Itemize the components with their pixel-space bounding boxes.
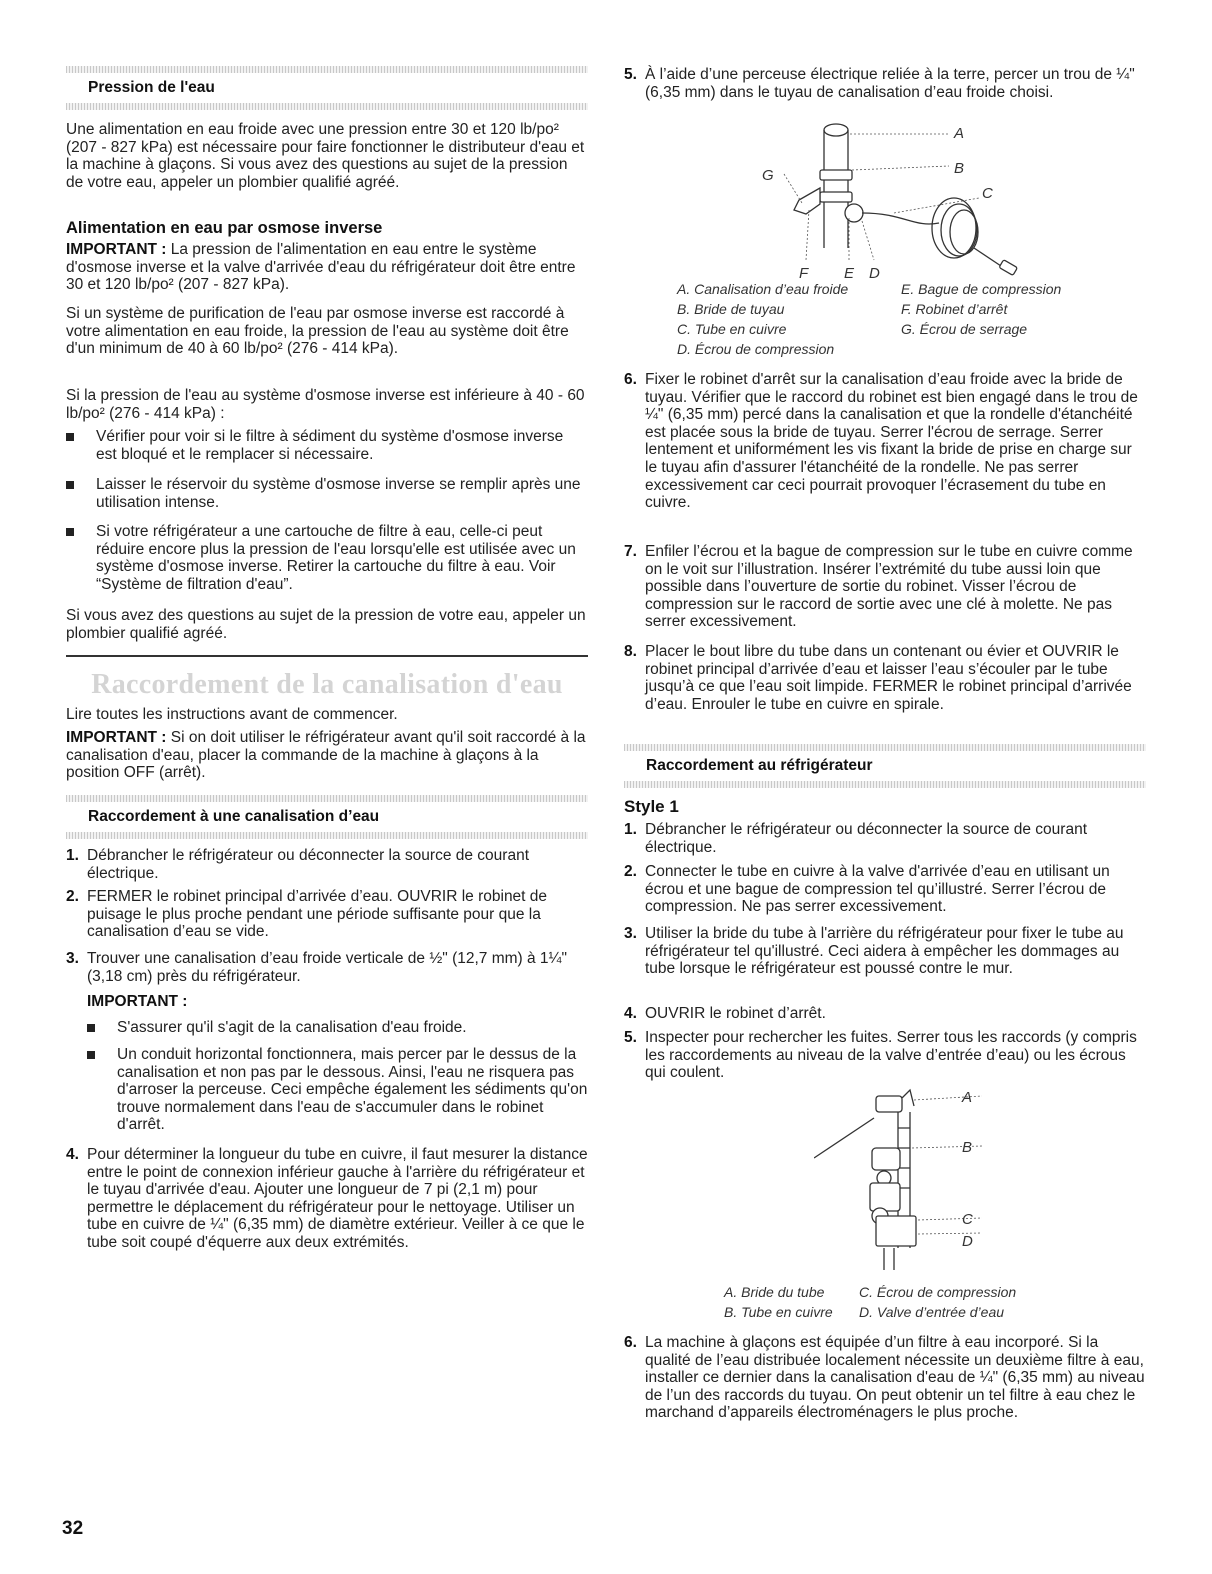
- paragraph-osmosis-2: Si un système de purification de l'eau par osmose inverse est raccordé à votre alimentation en eau froide, la pression de l'eau au système doit être d'un minimum de 40 à 60 lb/po² (276 - 414 kPa).: [66, 305, 569, 358]
- list-item: [624, 863, 1146, 916]
- callout-letter: E: [844, 265, 855, 278]
- step-text: Trouver une canalisation d’eau froide verticale de ½" (12,7 mm) à 1¼" (3,18 cm) près du réfrigérateur.: [87, 950, 567, 985]
- step-number: 6.: [624, 1334, 637, 1351]
- list-item: [624, 1334, 1146, 1422]
- figure-caption-left: [724, 1282, 854, 1322]
- bullet-square: [66, 433, 74, 441]
- figure-caption-right: [859, 1282, 1099, 1322]
- water-inlet-valve-illustration: [814, 1088, 994, 1270]
- step-number: 8.: [624, 643, 637, 660]
- important-text: La pression de l'alimentation en eau entre le système d'osmose inverse et la valve d'arrivée d'eau du réfrigérateur doit être entre 30 et 120 lb/po² (207 - 827 kPa).: [66, 241, 576, 294]
- header-band: [66, 66, 588, 73]
- section-title: Raccordement de la canalisation d'eau: [91, 669, 563, 700]
- paragraph-important-2: [66, 729, 588, 782]
- bullet-text: S'assurer qu'il s'agit de la canalisation d'eau froide.: [117, 1019, 467, 1036]
- caption-item: D. Écrou de compression: [677, 341, 835, 357]
- header-band: [624, 781, 1146, 788]
- section-rule: [66, 655, 588, 657]
- step-number: 2.: [624, 863, 637, 880]
- list-item: [66, 523, 588, 593]
- step-text: Connecter le tube en cuivre à la valve d'arrivée d’eau en utilisant un écrou et une bague de compression tel qu’illustré. Serrer l’écrou de compression. Ne pas serrer excessivement.: [645, 863, 1110, 916]
- list-item: [624, 543, 1146, 631]
- list-item: [66, 428, 588, 463]
- list-item: [87, 1046, 588, 1134]
- caption-item: B. Tube en cuivre: [724, 1304, 833, 1320]
- list-item: [66, 1146, 588, 1252]
- callout-letter: D: [869, 265, 880, 278]
- important-text: Si on doit utiliser le réfrigérateur avant qu'il soit raccordé à la canalisation d'eau, placer la commande de la machine à glaçons à la position OFF (arrêt).: [66, 729, 586, 782]
- style-label: Style 1: [624, 797, 679, 816]
- list-item: [66, 476, 588, 511]
- caption-item: D. Valve d’entrée d’eau: [859, 1304, 1005, 1320]
- list-item: [624, 1029, 1146, 1082]
- step-number: 3.: [66, 950, 79, 967]
- step-number: 5.: [624, 1029, 637, 1046]
- caption-item: A. Canalisation d’eau froide: [677, 281, 849, 297]
- step-text: Débrancher le réfrigérateur ou déconnecter la source de courant électrique.: [87, 847, 530, 882]
- section-header-fridge: [624, 744, 1146, 788]
- header-band: [66, 103, 588, 110]
- step-text: OUVRIR le robinet d’arrêt.: [645, 1005, 826, 1022]
- callout-letter: B: [954, 160, 965, 177]
- callout-letter: F: [799, 265, 809, 278]
- list-item: [624, 925, 1146, 978]
- callout-letter: A: [962, 1089, 973, 1106]
- important-label: IMPORTANT :: [66, 241, 167, 258]
- list-item: [66, 847, 588, 882]
- callout-letter: C: [982, 185, 993, 202]
- step-text: Placer le bout libre du tube dans un contenant ou évier et OUVRIR le robinet principal d’arrivée d’eau et laisser l’eau s’écouler par le tube jusqu’à ce que l’eau soit limpide. FERMER le robinet principal d’arrivée d’eau. Enrouler le tube en cuivre en spirale.: [645, 643, 1132, 713]
- paragraph-osmosis-important: [66, 241, 588, 294]
- list-item: [66, 888, 588, 941]
- step-number: 4.: [66, 1146, 79, 1163]
- list-item: [624, 643, 1146, 713]
- step-text: Débrancher le réfrigérateur ou déconnecter la source de courant électrique.: [645, 821, 1088, 856]
- header-band: [66, 832, 588, 839]
- caption-item: B. Bride de tuyau: [677, 301, 785, 317]
- step-number: 1.: [66, 847, 79, 864]
- bullet-text: Laisser le réservoir du système d'osmose inverse se remplir après une utilisation intense.: [96, 476, 581, 511]
- step-number: 4.: [624, 1005, 637, 1022]
- shutoff-valve-illustration: [754, 118, 1044, 278]
- step-text: FERMER le robinet principal d’arrivée d’eau. OUVRIR le robinet de puisage le plus proche pendant une période suffisante pour que la canalisation d’eau se vide.: [87, 888, 548, 941]
- caption-item: C. Tube en cuivre: [677, 321, 787, 337]
- step-number: 6.: [624, 371, 637, 388]
- page-number: 32: [62, 1518, 84, 1539]
- header-band: [624, 744, 1146, 751]
- step-text: Utiliser la bride du tube à l'arrière du réfrigérateur pour fixer le tube au réfrigérateur tel qu'illustré. Ceci aidera à empêcher les dommages au tube lorsque le réfrigérateur est poussé contre le mur.: [645, 925, 1124, 978]
- caption-item: F. Robinet d’arrêt: [901, 301, 1008, 317]
- important-label: IMPORTANT :: [66, 729, 167, 746]
- callout-letter: G: [762, 167, 774, 184]
- bullet-square: [87, 1024, 95, 1032]
- step-text: Inspecter pour rechercher les fuites. Serrer tous les raccords (y compris les raccordements au niveau de la valve d’entrée d’eau) ou les écrous qui coulent.: [645, 1029, 1137, 1082]
- step-number: 7.: [624, 543, 637, 560]
- paragraph-osmosis-4: Si vous avez des questions au sujet de la pression de votre eau, appeler un plombier qualifié agréé.: [66, 607, 586, 642]
- bullet-text: Si votre réfrigérateur a une cartouche de filtre à eau, celle-ci peut réduire encore plus la pression de l'eau lorsqu'elle est utilisée avec un système d'osmose inverse. Retirer la cartouche du filtre à eau. Voir “Système de filtration d'eau”.: [96, 523, 576, 593]
- section-header-connect: [66, 795, 588, 839]
- heading-osmosis: Alimentation en eau par osmose inverse: [66, 219, 383, 237]
- list-item: [87, 1019, 588, 1037]
- caption-item: G. Écrou de serrage: [901, 321, 1028, 337]
- heading-fridge: Raccordement au réfrigérateur: [646, 757, 873, 774]
- callout-letter: A: [954, 125, 965, 142]
- list-item: [624, 371, 1146, 512]
- caption-item: A. Bride du tube: [724, 1284, 825, 1300]
- list-item: [624, 66, 1146, 101]
- caption-item: E. Bague de compression: [901, 281, 1062, 297]
- step-text: Pour déterminer la longueur du tube en cuivre, il faut mesurer la distance entre le point de connexion inférieur gauche à l'arrière du réfrigérateur et le tuyau d'arrivée d'eau. Ajouter une longueur de 7 pi (2,1 m) pour permettre le déplacement du réfrigérateur pour le nettoyage. Utiliser un tube en cuivre de ¼" (6,35 mm) de diamètre extérieur. Veiller à ce que le tube soit coupé d'équerre aux deux extrémités.: [87, 1146, 588, 1251]
- list-item: [624, 821, 1146, 856]
- step-text: À l’aide d’une perceuse électrique reliée à la terre, percer un trou de ¼" (6,35 mm) dans le tuyau de canalisation d’eau froide choisi.: [645, 66, 1135, 101]
- header-band: [66, 795, 588, 802]
- caption-item: C. Écrou de compression: [859, 1284, 1017, 1300]
- step-number: 1.: [624, 821, 637, 838]
- list-item: [66, 950, 588, 985]
- step-number: 5.: [624, 66, 637, 83]
- step-text: La machine à glaçons est équipée d’un filtre à eau incorporé. Si la qualité de l’eau distribuée localement nécessite un deuxième filtre à eau, installer ce dernier dans la canalisation d'eau de ¼" (6,35 mm) au niveau de l’un des raccords du tuyau. On peut obtenir un tel filtre à eau chez le marchand d’appareils électroménagers le plus proche.: [645, 1334, 1145, 1422]
- list-item: [624, 1005, 1146, 1023]
- section-header-water-pressure: [66, 66, 588, 110]
- heading-water-pressure: Pression de l'eau: [88, 79, 215, 96]
- step-text: Enfiler l’écrou et la bague de compression sur le tube en cuivre comme on le voit sur l’illustration. Insérer l’extrémité du tube aussi loin que possible dans l’ouverture de sortie du robinet. Visser l’écrou de compression sur le raccord de sortie avec une clé à molette. Ne pas serrer excessivement.: [645, 543, 1133, 631]
- figure-caption-right: [901, 279, 1141, 339]
- paragraph-water-pressure: Une alimentation en eau froide avec une pression entre 30 et 120 lb/po² (207 - 827 kPa) est nécessaire pour faire fonctionner le distributeur d'eau et la machine à glaçons. Si vous avez des questions au sujet de la pression de votre eau, appeler un plombier qualifié agréé.: [66, 121, 585, 191]
- bullet-square: [87, 1051, 95, 1059]
- bullet-square: [66, 528, 74, 536]
- heading-connect: Raccordement à une canalisation d’eau: [88, 808, 380, 825]
- callout-letter: C: [962, 1211, 973, 1228]
- figure-caption-left: [677, 279, 899, 359]
- paragraph-osmosis-3: Si la pression de l'eau au système d'osmose inverse est inférieure à 40 - 60 lb/po² (276 - 414 kPa) :: [66, 387, 585, 422]
- paragraph-intro: Lire toutes les instructions avant de commencer.: [66, 706, 398, 723]
- step-number: 3.: [624, 925, 637, 942]
- callout-letter: D: [962, 1233, 973, 1250]
- callout-letter: B: [962, 1139, 973, 1156]
- bullet-square: [66, 481, 74, 489]
- important-label: IMPORTANT :: [87, 993, 188, 1010]
- step-text: Fixer le robinet d'arrêt sur la canalisation d’eau froide avec la bride de tuyau. Vérifier que le raccord du robinet est bien engagé dans le trou de ¼" (6,35 mm) percé dans la canalisation et que la rondelle d'étanchéité est placée sous la bride de tuyau. Serrer l'écrou de serrage. Serrer lentement et uniformément les vis fixant la bride de prise en charge sur le tuyau afin d'assurer l'étanchéité de la rondelle. Ne pas serrer excessivement car ceci pourrait provoquer l’écrasement du tube en cuivre.: [645, 371, 1138, 512]
- bullet-text: Un conduit horizontal fonctionnera, mais percer par le dessus de la canalisation et non pas par le dessous. Ainsi, l'eau ne risquera pas d'arroser la perceuse. Ceci empêche également les sédiments qu'on trouve normalement dans l'eau de s'accumuler dans le robinet d'arrêt.: [117, 1046, 588, 1134]
- bullet-text: Vérifier pour voir si le filtre à sédiment du système d'osmose inverse est bloqué et le remplacer si nécessaire.: [96, 428, 564, 463]
- step-number: 2.: [66, 888, 79, 905]
